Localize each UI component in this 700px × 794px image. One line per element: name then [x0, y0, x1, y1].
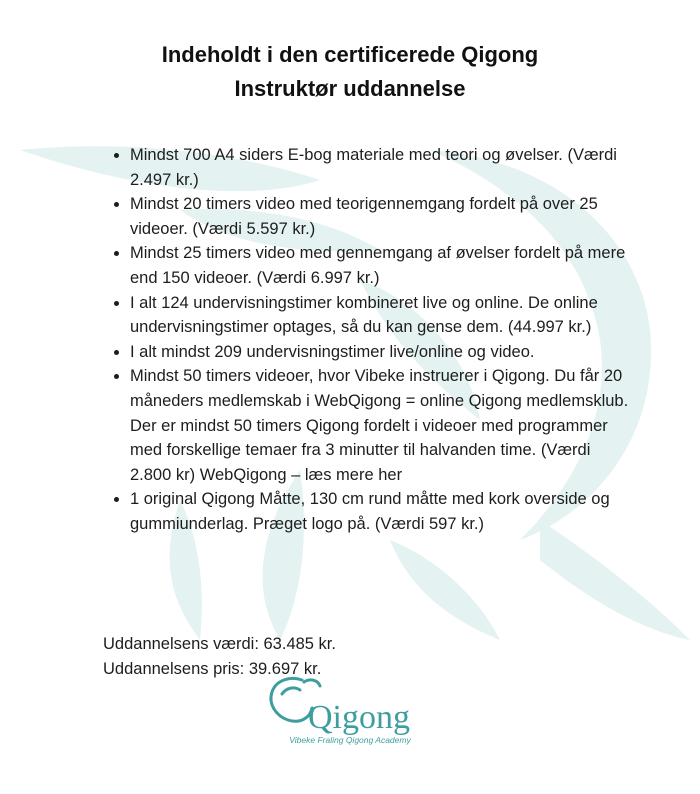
list-item: • Mindst 25 timers video med gennemgang af øvelser fordelt på mere end 150 videoer. (Værdi 6.997 kr.): [130, 241, 630, 290]
value-line: Uddannelsens værdi: 63.485 kr.: [103, 635, 336, 653]
list-item: • Mindst 700 A4 siders E-bog materiale med teori og øvelser. (Værdi 2.497 kr.): [130, 143, 630, 192]
title-line-2: Instruktør uddannelse: [234, 76, 466, 101]
page-title: [0, 38, 700, 106]
price-line: Uddannelsens pris: 39.697 kr.: [103, 660, 322, 678]
logo-tagline: Vibeke Fraling Qigong Academy: [289, 735, 411, 745]
included-items-list: [98, 143, 630, 537]
list-item: • Mindst 20 timers video med teorigennemgang fordelt på over 25 videoer. (Værdi 5.597 kr.): [130, 192, 630, 241]
logo-brand-text: Qigong: [308, 699, 410, 736]
list-item: • I alt 124 undervisningstimer kombineret live og online. De online undervisningstimer optages, så du kan gense dem. (44.997 kr.): [130, 291, 630, 340]
list-item: • 1 original Qigong Måtte, 130 cm rund måtte med kork overside og gummiunderlag. Præget logo på. (Værdi 597 kr.): [130, 487, 630, 536]
title-line-1: Indeholdt i den certificerede Qigong: [161, 42, 539, 67]
list-item: • I alt mindst 209 undervisningstimer live/online og video.: [130, 340, 630, 365]
list-item: • Mindst 50 timers videoer, hvor Vibeke instruerer i Qigong. Du får 20 måneders medlemskab i WebQigong = online Qigong medlemsklub. Der er mindst 50 timers Qigong fordelt i videoer med programmer med forskellige temaer fra 3 minutter til halvanden time. (Værdi 2.800 kr) WebQigong – læs mere her: [130, 364, 630, 487]
qigong-logo: [250, 672, 450, 752]
